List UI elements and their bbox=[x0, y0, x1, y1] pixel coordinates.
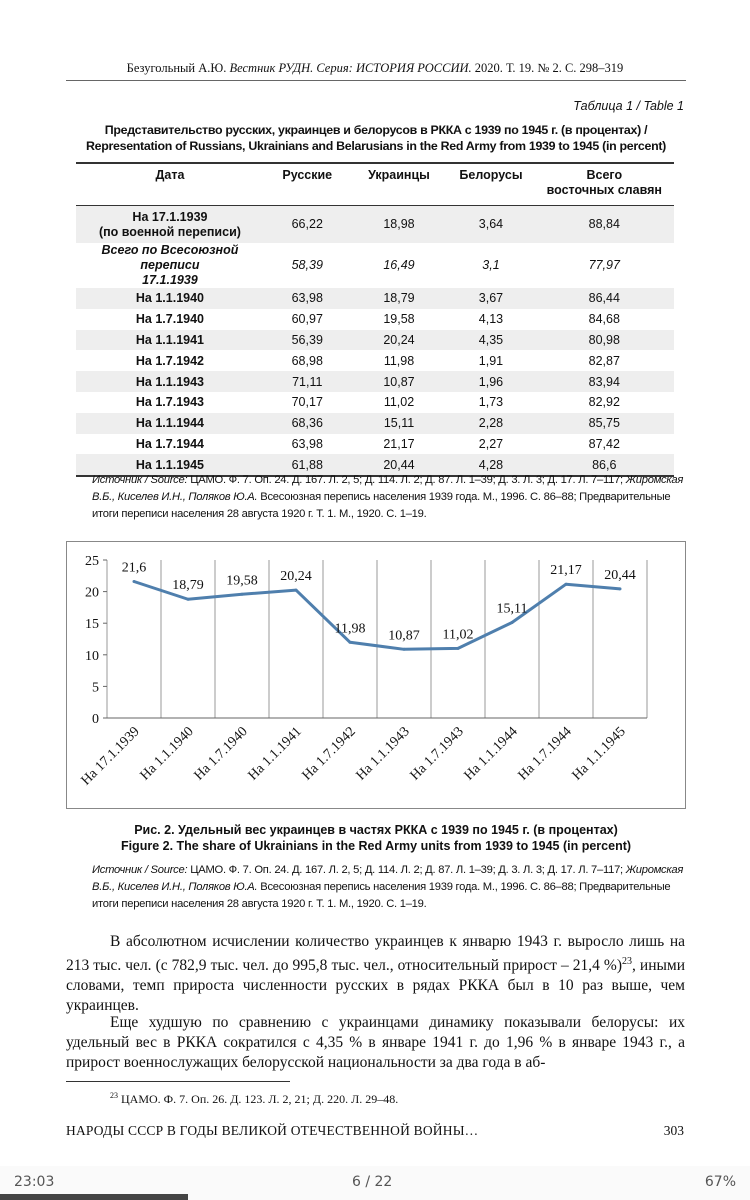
cell-total: 77,97 bbox=[588, 258, 620, 272]
footnote-rule bbox=[66, 1081, 290, 1082]
cell-date-line2: 17.1.1939 bbox=[142, 273, 198, 287]
cell-date: На 1.1.1943 bbox=[76, 371, 264, 392]
y-tick-label: 5 bbox=[92, 680, 99, 696]
x-tick-label: На 1.1.1943 bbox=[353, 724, 413, 784]
cell-by: 1,96 bbox=[447, 371, 534, 392]
cell-by: 4,35 bbox=[447, 330, 534, 351]
col-total-line2: восточных славян bbox=[546, 183, 662, 197]
y-tick-label: 0 bbox=[92, 712, 99, 727]
source-label: Источник / Source: bbox=[92, 864, 188, 876]
data-label: 10,87 bbox=[388, 628, 420, 644]
cell-date bbox=[76, 243, 264, 288]
cell-by: 3,1 bbox=[482, 258, 500, 272]
header-issue: 2020. Т. 19. № 2. С. 298–319 bbox=[471, 61, 624, 75]
cell-ru: 61,88 bbox=[264, 454, 351, 476]
cell-ru: 68,36 bbox=[264, 413, 351, 434]
table-title-ru: Представительство русских, украинцев и белорусов в РККА с 1939 по 1945 г. (в процентах) / bbox=[104, 123, 648, 137]
data-point bbox=[187, 598, 190, 601]
data-label: 11,02 bbox=[442, 627, 474, 643]
cell-ua: 19,58 bbox=[383, 312, 415, 327]
cell-ru: 71,11 bbox=[264, 371, 351, 392]
data-label: 15,11 bbox=[496, 601, 528, 617]
figure-caption-en: Figure 2. The share of Ukrainians in the Red Army units from 1939 to 1945 (in percent) bbox=[120, 839, 632, 853]
cell-ua: 10,87 bbox=[351, 371, 448, 392]
running-footer: НАРОДЫ СССР В ГОДЫ ВЕЛИКОЙ ОТЕЧЕСТВЕННОЙ ВОЙНЫ… bbox=[66, 1123, 479, 1138]
data-label: 21,6 bbox=[121, 560, 147, 576]
source-text-2: Всесоюзная перепись населения 1939 года. М., 1996. С. 86–88; Предварительные итоги переписи населения 28 августа 1920 г. Т. 1. М., 1920. С. 1–19. bbox=[92, 881, 671, 910]
cell-ru: 58,39 bbox=[291, 258, 323, 272]
y-tick-label: 25 bbox=[85, 554, 99, 569]
col-russians: Русские bbox=[264, 163, 351, 206]
cell-date: На 1.7.1942 bbox=[135, 353, 204, 368]
table-header-row bbox=[76, 163, 674, 206]
page-counter[interactable]: 6 / 22 bbox=[352, 1174, 393, 1190]
cell-total: 82,87 bbox=[588, 353, 620, 368]
cell-date: На 1.1.1941 bbox=[76, 330, 264, 351]
x-tick-label: На 1.1.1944 bbox=[461, 724, 521, 784]
figure-caption-ru: Рис. 2. Удельный вес украинцев в частях РККА с 1939 по 1945 г. (в процентах) bbox=[134, 823, 618, 837]
data-label: 11,98 bbox=[334, 621, 366, 637]
page-number: 303 bbox=[663, 1123, 684, 1138]
cell-ua: 11,02 bbox=[383, 395, 415, 410]
footnote-text: ЦАМО. Ф. 7. Оп. 26. Д. 123. Л. 2, 21; Д. 220. Л. 29–48. bbox=[118, 1092, 399, 1106]
data-point bbox=[241, 593, 244, 596]
cell-ru: 68,98 bbox=[291, 353, 323, 368]
cell-date: На 1.7.1943 bbox=[135, 395, 204, 410]
cell-ua: 18,79 bbox=[351, 288, 448, 309]
clock: 23:03 bbox=[14, 1174, 55, 1190]
cell-total: 84,68 bbox=[588, 312, 620, 327]
footnote bbox=[110, 1091, 398, 1107]
line-chart bbox=[67, 542, 685, 808]
data-label: 19,58 bbox=[226, 573, 258, 589]
cell-by: 3,67 bbox=[447, 288, 534, 309]
data-point bbox=[403, 648, 406, 651]
cell-date: На 1.7.1944 bbox=[135, 436, 204, 451]
paragraph-1-text-a: В абсолютном исчислении количество украинцев к январю 1943 г. выросло лишь на 213 тыс. чел. (с 782,9 тыс. чел. до 995,8 тыс. чел., относительный прирост – 21,4 %) bbox=[66, 933, 685, 975]
x-tick-label: На 1.7.1940 bbox=[191, 724, 251, 784]
col-belarusians: Белорусы bbox=[447, 163, 534, 206]
table-row bbox=[76, 330, 674, 351]
table-label: Таблица 1 / Table 1 bbox=[573, 99, 684, 113]
col-total bbox=[535, 163, 674, 206]
data-point bbox=[619, 587, 622, 590]
table-title bbox=[66, 122, 686, 154]
cell-total: 87,42 bbox=[588, 436, 620, 451]
body-paragraph-1 bbox=[66, 932, 685, 1016]
cell-ru: 70,17 bbox=[291, 395, 323, 410]
x-tick-label: На 1.1.1945 bbox=[569, 724, 629, 784]
cell-ua: 16,49 bbox=[383, 258, 415, 272]
cell-by: 3,64 bbox=[447, 206, 534, 244]
figure-source-note bbox=[92, 862, 686, 913]
cell-date: На 1.7.1940 bbox=[135, 312, 204, 327]
source-authors: Жиромская В.Б., Киселев И.Н., Поляков Ю.А. bbox=[92, 474, 684, 503]
cell-date-line1: На 17.1.1939 bbox=[132, 209, 208, 224]
header-rule bbox=[66, 80, 686, 81]
cell-total: 82,92 bbox=[588, 395, 620, 410]
header-authors: Безугольный А.Ю. bbox=[126, 61, 230, 75]
cell-by: 2,28 bbox=[447, 413, 534, 434]
x-tick-label: На 1.7.1944 bbox=[515, 724, 575, 784]
header-journal: Вестник РУДН. Серия: ИСТОРИЯ РОССИИ. bbox=[229, 61, 472, 75]
footnote-number: 23 bbox=[110, 1091, 118, 1100]
data-label: 18,79 bbox=[172, 578, 204, 594]
cell-date: На 1.1.1945 bbox=[76, 454, 264, 476]
source-authors: Жиромская В.Б., Киселев И.Н., Поляков Ю.А. bbox=[92, 864, 684, 893]
y-tick-label: 15 bbox=[85, 617, 99, 633]
table-row bbox=[76, 413, 674, 434]
cell-ru: 56,39 bbox=[264, 330, 351, 351]
data-point bbox=[295, 589, 298, 592]
x-tick-label: На 1.7.1943 bbox=[407, 724, 467, 784]
cell-ru: 66,22 bbox=[264, 206, 351, 244]
cell-by: 4,28 bbox=[447, 454, 534, 476]
table-row bbox=[76, 288, 674, 309]
x-tick-label: На 1.7.1942 bbox=[299, 724, 359, 784]
col-date: Дата bbox=[76, 163, 264, 206]
cell-date bbox=[76, 206, 264, 244]
cell-total: 80,98 bbox=[535, 330, 674, 351]
table-row bbox=[76, 350, 674, 371]
cell-date-line2: (по военной переписи) bbox=[98, 224, 241, 239]
zoom-level[interactable]: 67% bbox=[704, 1174, 736, 1190]
body-paragraph-2: Еще худшую по сравнению с украинцами динамику показывали белорусы: их удельный вес в РККА сократился с 4,35 % в январе 1941 г. до 1,96 % в январе 1943 г., а прирост военнослужащих белорусской национальности за два года в аб- bbox=[66, 1014, 685, 1071]
cell-ua: 20,44 bbox=[351, 454, 448, 476]
col-ukrainians: Украинцы bbox=[351, 163, 448, 206]
table-row bbox=[76, 309, 674, 330]
reading-progress-bar[interactable] bbox=[0, 1194, 188, 1200]
cell-total: 83,94 bbox=[535, 371, 674, 392]
cell-total: 88,84 bbox=[535, 206, 674, 244]
cell-by: 1,91 bbox=[478, 353, 504, 368]
cell-ru: 63,98 bbox=[264, 288, 351, 309]
data-point bbox=[565, 583, 568, 586]
cell-ua: 15,11 bbox=[351, 413, 448, 434]
table-source-note bbox=[92, 472, 686, 523]
data-point bbox=[457, 647, 460, 650]
data-label: 20,24 bbox=[280, 569, 312, 585]
x-tick-label: На 17.1.1939 bbox=[78, 724, 143, 789]
cell-date-line1: Всего по Всесоюзной переписи bbox=[101, 243, 239, 272]
data-point bbox=[349, 641, 352, 644]
cell-total: 85,75 bbox=[535, 413, 674, 434]
table-row bbox=[76, 371, 674, 392]
cell-ua: 20,24 bbox=[351, 330, 448, 351]
source-text-1: ЦАМО. Ф. 7. Оп. 24. Д. 167. Л. 2, 5; Д. 114. Л. 2; Д. 87. Л. 1–39; Д. 3. Л. 3; Д. 17. Л. 7–117; bbox=[187, 474, 626, 486]
table-row bbox=[76, 392, 674, 413]
data-table bbox=[76, 162, 674, 477]
data-point bbox=[511, 621, 514, 624]
x-tick-label: На 1.1.1940 bbox=[137, 724, 197, 784]
cell-by: 4,13 bbox=[478, 312, 504, 327]
y-tick-label: 10 bbox=[85, 648, 99, 664]
table-row bbox=[76, 434, 674, 455]
cell-date: На 1.1.1944 bbox=[76, 413, 264, 434]
cell-total: 86,44 bbox=[535, 288, 674, 309]
source-text-1: ЦАМО. Ф. 7. Оп. 24. Д. 167. Л. 2, 5; Д. 114. Л. 2; Д. 87. Л. 1–39; Д. 3. Л. 3; Д. 17. Л. 7–117; bbox=[187, 864, 626, 876]
cell-by: 2,27 bbox=[478, 436, 504, 451]
cell-ua: 21,17 bbox=[383, 436, 415, 451]
data-label: 21,17 bbox=[550, 563, 582, 579]
footnote-ref[interactable]: 23 bbox=[621, 956, 632, 967]
data-point bbox=[133, 580, 136, 583]
y-tick-label: 20 bbox=[85, 585, 99, 601]
source-text-2: Всесоюзная перепись населения 1939 года. М., 1996. С. 86–88; Предварительные итоги переписи населения 28 августа 1920 г. Т. 1. М., 1920. С. 1–19. bbox=[92, 491, 671, 520]
cell-by: 1,73 bbox=[478, 395, 504, 410]
figure-caption bbox=[66, 822, 686, 854]
table-title-en: Representation of Russians, Ukrainians and Belarusians in the Red Army from 1939 to 1945 (in percent) bbox=[85, 139, 666, 153]
source-label: Источник / Source: bbox=[92, 474, 188, 486]
cell-ru: 60,97 bbox=[291, 312, 323, 327]
cell-total: 86,6 bbox=[535, 454, 674, 476]
chart-frame bbox=[66, 541, 686, 809]
table-row bbox=[76, 206, 674, 244]
cell-ru: 63,98 bbox=[291, 436, 323, 451]
data-label: 20,44 bbox=[604, 567, 636, 583]
table-row bbox=[76, 243, 674, 288]
col-total-line1: Всего bbox=[586, 168, 623, 182]
paragraph-1-text-b: , иными словами, темп прироста численности русских в рядах РККА был в 10 раз выше, чем украинцев. bbox=[66, 957, 686, 1015]
cell-ua: 18,98 bbox=[351, 206, 448, 244]
cell-date: На 1.1.1940 bbox=[76, 288, 264, 309]
x-tick-label: На 1.1.1941 bbox=[245, 724, 305, 784]
cell-ua: 11,98 bbox=[383, 353, 415, 368]
running-header bbox=[0, 61, 750, 76]
reader-status-bar bbox=[0, 1166, 750, 1200]
